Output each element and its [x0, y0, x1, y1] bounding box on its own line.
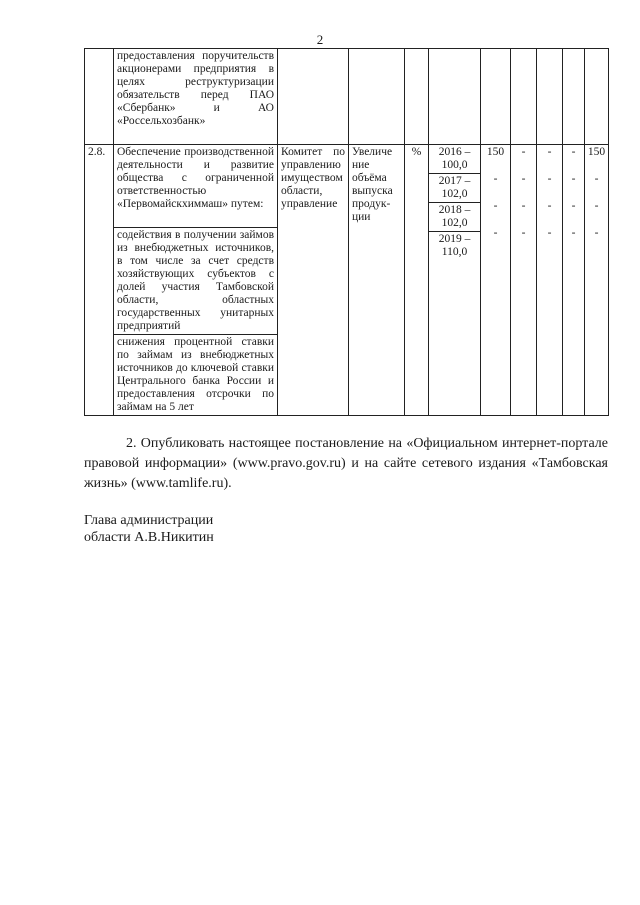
cell-empty: [405, 49, 429, 145]
cell-empty: [511, 49, 537, 145]
measures-table: [84, 48, 609, 416]
value: -: [521, 200, 526, 212]
cell-empty: [537, 49, 563, 145]
value: -: [493, 173, 498, 185]
value: -: [571, 227, 576, 239]
value: -: [571, 146, 576, 158]
value: -: [521, 146, 526, 158]
publication-paragraph: 2. Опубликовать настоящее постановление на «Официальном интернет-портале правовой информации» (www.pravo.gov.ru) и на сайте сетевого издания «Тамбовская жизнь» (www.tamlife.ru).: [84, 436, 608, 491]
value: -: [594, 227, 599, 239]
value: -: [547, 227, 552, 239]
cell-indicator: Увеличе ние объёма выпуска продук- ции: [349, 145, 405, 416]
cell-empty: [278, 49, 349, 145]
value: 150: [587, 146, 606, 158]
cell-values-2: [511, 145, 537, 416]
value: -: [547, 200, 552, 212]
cell-empty: [429, 49, 481, 145]
cell-years: [429, 145, 481, 416]
signature-line-1: Глава администрации: [84, 513, 214, 528]
value: -: [571, 200, 576, 212]
cell-executor: Комитет по управлению имуществом области, управление: [278, 145, 349, 416]
cell-empty: [585, 49, 609, 145]
year-2016: 2016 – 100,0: [429, 145, 480, 174]
value: -: [521, 227, 526, 239]
table-row-2-8: [85, 145, 609, 228]
cell-measure-sub1: содействия в получении займов из внебюджетных источников, в том числе за счет средств хозяйствующих субъектов с долей участия Тамбовской области, областных государственных унитарных предприятий: [114, 228, 278, 335]
value: -: [594, 200, 599, 212]
cell-row-number: 2.8.: [85, 145, 114, 416]
cell-empty: [85, 49, 114, 145]
value: -: [493, 200, 498, 212]
page-number: 2: [316, 32, 324, 47]
year-2018: 2018 – 102,0: [429, 203, 480, 232]
cell-values-4: [563, 145, 585, 416]
table-row-continuation: [85, 49, 609, 145]
cell-measure-sub2: снижения процентной ставки по займам из внебюджетных источников до ключевой ставки Центрального банка России и предоставления отсрочки по займам на 5 лет: [114, 335, 278, 416]
value: -: [547, 146, 552, 158]
cell-values-5: [585, 145, 609, 416]
cell-values-1: [481, 145, 511, 416]
cell-empty: [349, 49, 405, 145]
signature-block: [84, 512, 214, 546]
value: -: [594, 173, 599, 185]
value: -: [571, 173, 576, 185]
value: -: [547, 173, 552, 185]
cell-values-3: [537, 145, 563, 416]
year-2017: 2017 – 102,0: [429, 174, 480, 203]
cell-measure-head: Обеспечение производственной деятельности и развитие общества с ограниченной ответственностью «Первомайскхиммаш» путем:: [114, 145, 278, 228]
cell-empty: [563, 49, 585, 145]
cell-continuation-text: предоставления поручительств акционерами предприятия в целях реструктуризации обязательств перед ПАО «Сбербанк» и АО «Россельхозбанк»: [114, 49, 278, 145]
signature-line-2: области А.В.Никитин: [84, 530, 214, 545]
value: 150: [486, 146, 505, 158]
value: -: [521, 173, 526, 185]
value: -: [493, 227, 498, 239]
cell-empty: [481, 49, 511, 145]
cell-unit: %: [405, 145, 429, 416]
year-2019: 2019 – 110,0: [438, 233, 471, 258]
